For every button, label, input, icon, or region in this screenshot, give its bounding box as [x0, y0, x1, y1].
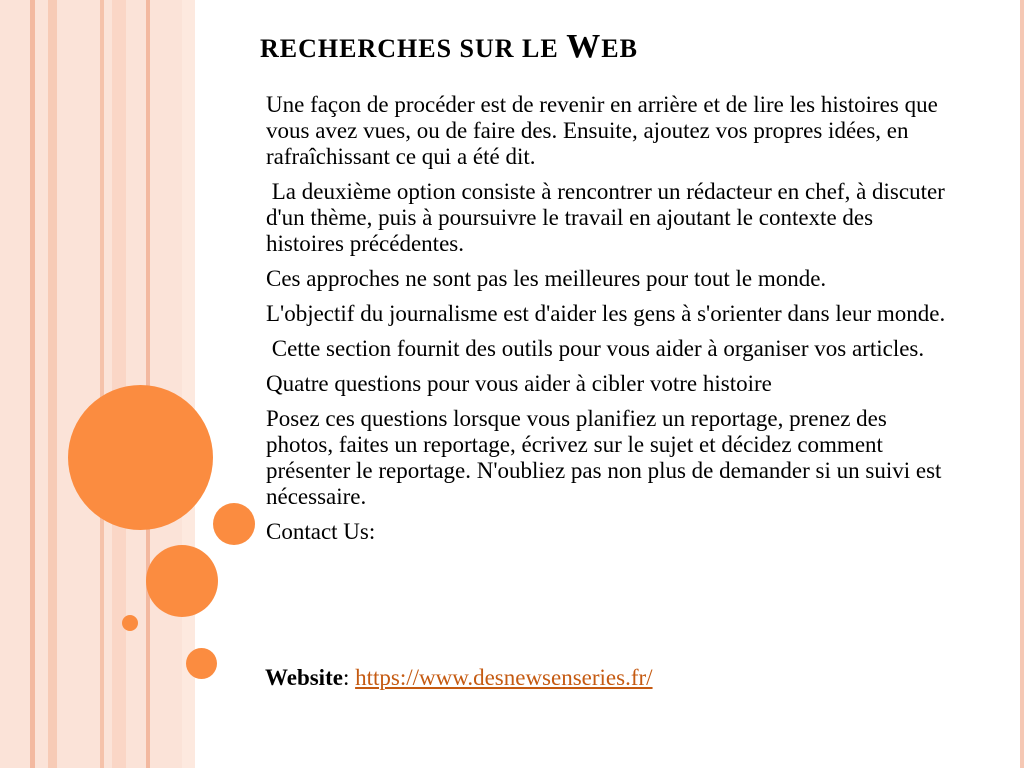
website-link[interactable]: https://www.desnewsenseries.fr/	[355, 665, 653, 690]
decorative-circle-medium	[146, 545, 218, 617]
website-label: Website	[265, 665, 343, 690]
paragraph: Cette section fournit des outils pour vous aider à organiser vos articles.	[266, 336, 925, 361]
decorative-stripe	[112, 0, 126, 768]
decorative-circle-small	[186, 648, 217, 679]
paragraph: Une façon de procéder est de revenir en arrière et de lire les histoires que vous avez vues, ou de faire des. Ensuite, ajoutez vos propres idées, en rafraîchissant ce qui a été dit.	[266, 92, 938, 169]
decorative-stripe	[48, 0, 57, 768]
slide-title	[260, 28, 638, 66]
title-prefix: RECHERCHES SUR LE	[260, 34, 567, 63]
website-line	[265, 665, 653, 691]
right-border-stripe	[1020, 0, 1024, 768]
decorative-circle-small	[213, 503, 255, 545]
decorative-stripe	[30, 0, 35, 768]
contact-heading: Contact Us:	[266, 519, 376, 544]
paragraph: La deuxième option consiste à rencontrer un rédacteur en chef, à discuter d'un thème, puis à poursuivre le travail en ajoutant le contexte des histoires précédentes.	[266, 179, 951, 256]
paragraph: Quatre questions pour vous aider à cibler votre histoire	[266, 371, 772, 396]
decorative-stripe	[100, 0, 104, 768]
paragraph: Ces approches ne sont pas les meilleures pour tout le monde.	[266, 266, 827, 291]
title-first-letter: W	[566, 28, 602, 65]
decorative-circle-large	[68, 385, 213, 530]
body-text	[266, 92, 956, 554]
decorative-circle-tiny	[122, 615, 138, 631]
decorative-stripe	[146, 0, 150, 768]
paragraph: L'objectif du journalisme est d'aider les gens à s'orienter dans leur monde.	[266, 301, 946, 326]
paragraph: Posez ces questions lorsque vous planifiez un reportage, prenez des photos, faites un reportage, écrivez sur le sujet et décidez comment présenter le reportage. N'oubliez pas non plus de demander si un suivi est nécessaire.	[266, 406, 942, 509]
title-rest: EB	[601, 34, 638, 63]
decorative-stripe-band	[0, 0, 195, 768]
website-separator: :	[342, 665, 356, 690]
